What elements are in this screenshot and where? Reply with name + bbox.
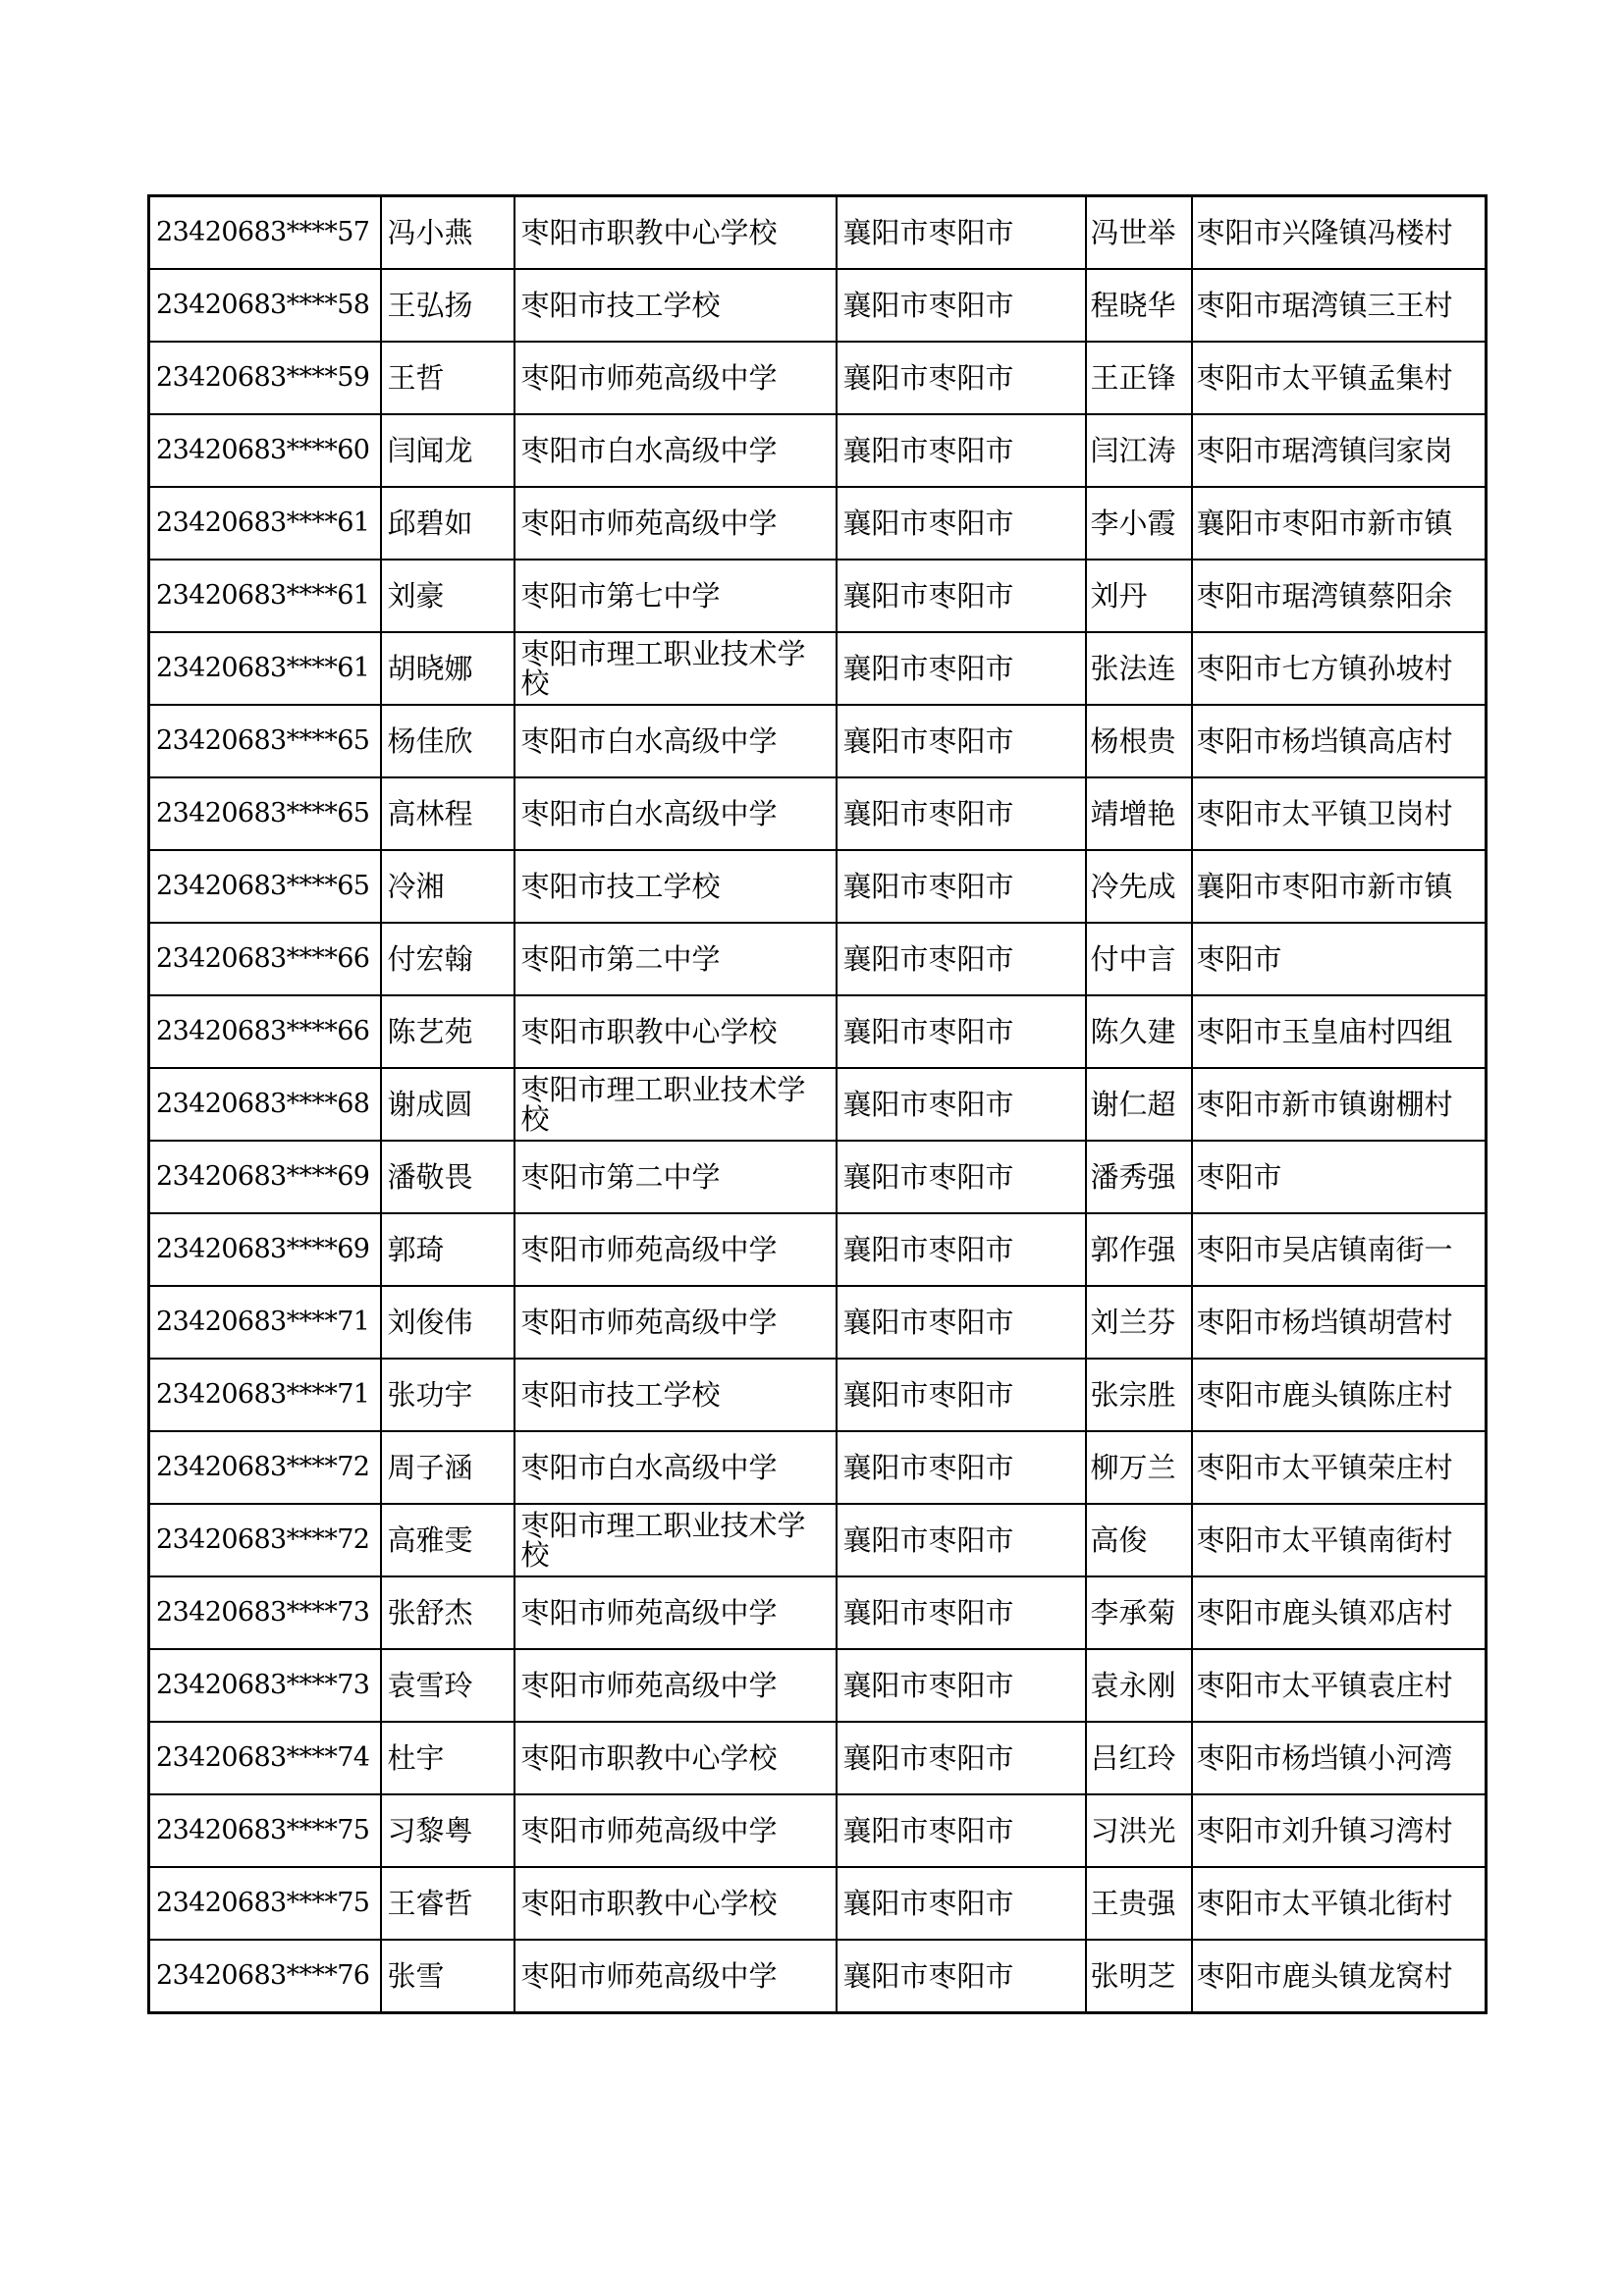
school-cell: 枣阳市第二中学 xyxy=(514,923,837,995)
student-name-cell: 王哲 xyxy=(381,342,514,414)
student-id-cell: 23420683****65 xyxy=(149,850,381,923)
school-cell: 枣阳市师苑高级中学 xyxy=(514,1794,837,1867)
region-cell: 襄阳市枣阳市 xyxy=(837,269,1086,342)
region-cell: 襄阳市枣阳市 xyxy=(837,1068,1086,1141)
guardian-cell: 陈久建 xyxy=(1086,995,1192,1068)
school-cell: 枣阳市白水高级中学 xyxy=(514,1431,837,1504)
student-id-cell: 23420683****66 xyxy=(149,995,381,1068)
guardian-cell: 张明芝 xyxy=(1086,1940,1192,2013)
address-cell: 枣阳市 xyxy=(1192,923,1487,995)
student-name-cell: 杜宇 xyxy=(381,1722,514,1794)
address-cell: 枣阳市 xyxy=(1192,1141,1487,1213)
table-row xyxy=(149,995,1487,1068)
region-cell: 襄阳市枣阳市 xyxy=(837,1359,1086,1431)
guardian-cell: 刘丹 xyxy=(1086,560,1192,632)
address-cell: 枣阳市杨垱镇胡营村 xyxy=(1192,1286,1487,1359)
student-name-cell: 付宏翰 xyxy=(381,923,514,995)
student-id-cell: 23420683****75 xyxy=(149,1794,381,1867)
student-name-cell: 袁雪玲 xyxy=(381,1649,514,1722)
table-row xyxy=(149,560,1487,632)
student-name-cell: 高林程 xyxy=(381,777,514,850)
student-name-cell: 周子涵 xyxy=(381,1431,514,1504)
region-cell: 襄阳市枣阳市 xyxy=(837,1576,1086,1649)
table-row xyxy=(149,1576,1487,1649)
student-id-cell: 23420683****65 xyxy=(149,777,381,850)
school-cell: 枣阳市技工学校 xyxy=(514,1359,837,1431)
student-id-cell: 23420683****59 xyxy=(149,342,381,414)
student-id-cell: 23420683****58 xyxy=(149,269,381,342)
student-name-cell: 冯小燕 xyxy=(381,196,514,270)
student-id-cell: 23420683****69 xyxy=(149,1213,381,1286)
student-name-cell: 王弘扬 xyxy=(381,269,514,342)
table-row xyxy=(149,1359,1487,1431)
guardian-cell: 王贵强 xyxy=(1086,1867,1192,1940)
address-cell: 襄阳市枣阳市新市镇 xyxy=(1192,487,1487,560)
table-row xyxy=(149,1141,1487,1213)
region-cell: 襄阳市枣阳市 xyxy=(837,1722,1086,1794)
student-name-cell: 刘豪 xyxy=(381,560,514,632)
address-cell: 枣阳市琚湾镇三王村 xyxy=(1192,269,1487,342)
address-cell: 枣阳市吴店镇南街一 xyxy=(1192,1213,1487,1286)
region-cell: 襄阳市枣阳市 xyxy=(837,196,1086,270)
student-name-cell: 杨佳欣 xyxy=(381,705,514,777)
student-id-cell: 23420683****73 xyxy=(149,1576,381,1649)
student-id-cell: 23420683****72 xyxy=(149,1431,381,1504)
school-cell: 枣阳市师苑高级中学 xyxy=(514,487,837,560)
student-name-cell: 张舒杰 xyxy=(381,1576,514,1649)
table-row xyxy=(149,777,1487,850)
address-cell: 枣阳市刘升镇习湾村 xyxy=(1192,1794,1487,1867)
student-id-cell: 23420683****73 xyxy=(149,1649,381,1722)
address-cell: 襄阳市枣阳市新市镇 xyxy=(1192,850,1487,923)
table-row xyxy=(149,850,1487,923)
table-row xyxy=(149,1504,1487,1576)
guardian-cell: 高俊 xyxy=(1086,1504,1192,1576)
address-cell: 枣阳市七方镇孙坡村 xyxy=(1192,632,1487,705)
school-cell: 枣阳市白水高级中学 xyxy=(514,414,837,487)
student-name-cell: 习黎粤 xyxy=(381,1794,514,1867)
table-row xyxy=(149,923,1487,995)
region-cell: 襄阳市枣阳市 xyxy=(837,1141,1086,1213)
address-cell: 枣阳市太平镇袁庄村 xyxy=(1192,1649,1487,1722)
address-cell: 枣阳市兴隆镇冯楼村 xyxy=(1192,196,1487,270)
table-row xyxy=(149,414,1487,487)
address-cell: 枣阳市琚湾镇蔡阳余 xyxy=(1192,560,1487,632)
school-cell: 枣阳市白水高级中学 xyxy=(514,705,837,777)
table-row xyxy=(149,1431,1487,1504)
school-cell: 枣阳市师苑高级中学 xyxy=(514,1649,837,1722)
student-name-cell: 谢成圆 xyxy=(381,1068,514,1141)
table-row xyxy=(149,1940,1487,2013)
student-id-cell: 23420683****61 xyxy=(149,632,381,705)
region-cell: 襄阳市枣阳市 xyxy=(837,1867,1086,1940)
student-id-cell: 23420683****65 xyxy=(149,705,381,777)
student-name-cell: 张雪 xyxy=(381,1940,514,2013)
table-row xyxy=(149,1286,1487,1359)
student-id-cell: 23420683****72 xyxy=(149,1504,381,1576)
table-row xyxy=(149,632,1487,705)
student-name-cell: 刘俊伟 xyxy=(381,1286,514,1359)
table-row xyxy=(149,1068,1487,1141)
region-cell: 襄阳市枣阳市 xyxy=(837,777,1086,850)
student-id-cell: 23420683****60 xyxy=(149,414,381,487)
table-row xyxy=(149,1722,1487,1794)
student-name-cell: 张功宇 xyxy=(381,1359,514,1431)
guardian-cell: 袁永刚 xyxy=(1086,1649,1192,1722)
address-cell: 枣阳市太平镇南街村 xyxy=(1192,1504,1487,1576)
address-cell: 枣阳市太平镇北街村 xyxy=(1192,1867,1487,1940)
school-cell: 枣阳市第七中学 xyxy=(514,560,837,632)
student-roster-table xyxy=(147,194,1488,2014)
guardian-cell: 付中言 xyxy=(1086,923,1192,995)
guardian-cell: 冷先成 xyxy=(1086,850,1192,923)
student-name-cell: 胡晓娜 xyxy=(381,632,514,705)
school-cell: 枣阳市师苑高级中学 xyxy=(514,1286,837,1359)
school-cell: 枣阳市白水高级中学 xyxy=(514,777,837,850)
address-cell: 枣阳市玉皇庙村四组 xyxy=(1192,995,1487,1068)
school-cell: 枣阳市职教中心学校 xyxy=(514,1722,837,1794)
guardian-cell: 刘兰芬 xyxy=(1086,1286,1192,1359)
table-row xyxy=(149,487,1487,560)
student-id-cell: 23420683****71 xyxy=(149,1286,381,1359)
student-id-cell: 23420683****69 xyxy=(149,1141,381,1213)
school-cell: 枣阳市师苑高级中学 xyxy=(514,1576,837,1649)
student-name-cell: 郭琦 xyxy=(381,1213,514,1286)
school-cell: 枣阳市师苑高级中学 xyxy=(514,1940,837,2013)
school-cell: 枣阳市职教中心学校 xyxy=(514,196,837,270)
table-row xyxy=(149,1867,1487,1940)
student-name-cell: 邱碧如 xyxy=(381,487,514,560)
student-name-cell: 冷湘 xyxy=(381,850,514,923)
student-name-cell: 闫闻龙 xyxy=(381,414,514,487)
student-id-cell: 23420683****66 xyxy=(149,923,381,995)
guardian-cell: 闫江涛 xyxy=(1086,414,1192,487)
student-id-cell: 23420683****61 xyxy=(149,560,381,632)
region-cell: 襄阳市枣阳市 xyxy=(837,1940,1086,2013)
guardian-cell: 杨根贵 xyxy=(1086,705,1192,777)
student-name-cell: 潘敬畏 xyxy=(381,1141,514,1213)
table-row xyxy=(149,342,1487,414)
region-cell: 襄阳市枣阳市 xyxy=(837,1649,1086,1722)
region-cell: 襄阳市枣阳市 xyxy=(837,1213,1086,1286)
school-cell: 枣阳市理工职业技术学校 xyxy=(514,632,837,705)
table-row xyxy=(149,196,1487,270)
guardian-cell: 吕红玲 xyxy=(1086,1722,1192,1794)
table-row xyxy=(149,269,1487,342)
guardian-cell: 程晓华 xyxy=(1086,269,1192,342)
guardian-cell: 张法连 xyxy=(1086,632,1192,705)
guardian-cell: 张宗胜 xyxy=(1086,1359,1192,1431)
guardian-cell: 柳万兰 xyxy=(1086,1431,1192,1504)
guardian-cell: 潘秀强 xyxy=(1086,1141,1192,1213)
school-cell: 枣阳市理工职业技术学校 xyxy=(514,1068,837,1141)
student-id-cell: 23420683****61 xyxy=(149,487,381,560)
student-id-cell: 23420683****76 xyxy=(149,1940,381,2013)
school-cell: 枣阳市职教中心学校 xyxy=(514,995,837,1068)
address-cell: 枣阳市新市镇谢棚村 xyxy=(1192,1068,1487,1141)
address-cell: 枣阳市鹿头镇陈庄村 xyxy=(1192,1359,1487,1431)
region-cell: 襄阳市枣阳市 xyxy=(837,487,1086,560)
guardian-cell: 王正锋 xyxy=(1086,342,1192,414)
student-name-cell: 高雅雯 xyxy=(381,1504,514,1576)
region-cell: 襄阳市枣阳市 xyxy=(837,1286,1086,1359)
region-cell: 襄阳市枣阳市 xyxy=(837,1794,1086,1867)
school-cell: 枣阳市师苑高级中学 xyxy=(514,1213,837,1286)
table-row xyxy=(149,705,1487,777)
student-id-cell: 23420683****75 xyxy=(149,1867,381,1940)
student-id-cell: 23420683****74 xyxy=(149,1722,381,1794)
region-cell: 襄阳市枣阳市 xyxy=(837,850,1086,923)
student-id-cell: 23420683****68 xyxy=(149,1068,381,1141)
guardian-cell: 靖增艳 xyxy=(1086,777,1192,850)
table-row xyxy=(149,1794,1487,1867)
student-name-cell: 王睿哲 xyxy=(381,1867,514,1940)
school-cell: 枣阳市师苑高级中学 xyxy=(514,342,837,414)
address-cell: 枣阳市鹿头镇龙窝村 xyxy=(1192,1940,1487,2013)
guardian-cell: 郭作强 xyxy=(1086,1213,1192,1286)
address-cell: 枣阳市太平镇孟集村 xyxy=(1192,342,1487,414)
table-row xyxy=(149,1649,1487,1722)
guardian-cell: 李承菊 xyxy=(1086,1576,1192,1649)
guardian-cell: 冯世举 xyxy=(1086,196,1192,270)
school-cell: 枣阳市技工学校 xyxy=(514,850,837,923)
student-id-cell: 23420683****71 xyxy=(149,1359,381,1431)
region-cell: 襄阳市枣阳市 xyxy=(837,995,1086,1068)
region-cell: 襄阳市枣阳市 xyxy=(837,342,1086,414)
region-cell: 襄阳市枣阳市 xyxy=(837,1431,1086,1504)
address-cell: 枣阳市琚湾镇闫家岗 xyxy=(1192,414,1487,487)
region-cell: 襄阳市枣阳市 xyxy=(837,1504,1086,1576)
guardian-cell: 李小霞 xyxy=(1086,487,1192,560)
region-cell: 襄阳市枣阳市 xyxy=(837,705,1086,777)
region-cell: 襄阳市枣阳市 xyxy=(837,632,1086,705)
student-name-cell: 陈艺苑 xyxy=(381,995,514,1068)
guardian-cell: 谢仁超 xyxy=(1086,1068,1192,1141)
school-cell: 枣阳市职教中心学校 xyxy=(514,1867,837,1940)
school-cell: 枣阳市理工职业技术学校 xyxy=(514,1504,837,1576)
student-id-cell: 23420683****57 xyxy=(149,196,381,270)
address-cell: 枣阳市鹿头镇邓店村 xyxy=(1192,1576,1487,1649)
address-cell: 枣阳市太平镇卫岗村 xyxy=(1192,777,1487,850)
region-cell: 襄阳市枣阳市 xyxy=(837,414,1086,487)
school-cell: 枣阳市第二中学 xyxy=(514,1141,837,1213)
address-cell: 枣阳市杨垱镇小河湾 xyxy=(1192,1722,1487,1794)
table-row xyxy=(149,1213,1487,1286)
roster-body xyxy=(149,196,1487,2013)
address-cell: 枣阳市太平镇荣庄村 xyxy=(1192,1431,1487,1504)
school-cell: 枣阳市技工学校 xyxy=(514,269,837,342)
address-cell: 枣阳市杨垱镇高店村 xyxy=(1192,705,1487,777)
region-cell: 襄阳市枣阳市 xyxy=(837,560,1086,632)
guardian-cell: 习洪光 xyxy=(1086,1794,1192,1867)
region-cell: 襄阳市枣阳市 xyxy=(837,923,1086,995)
